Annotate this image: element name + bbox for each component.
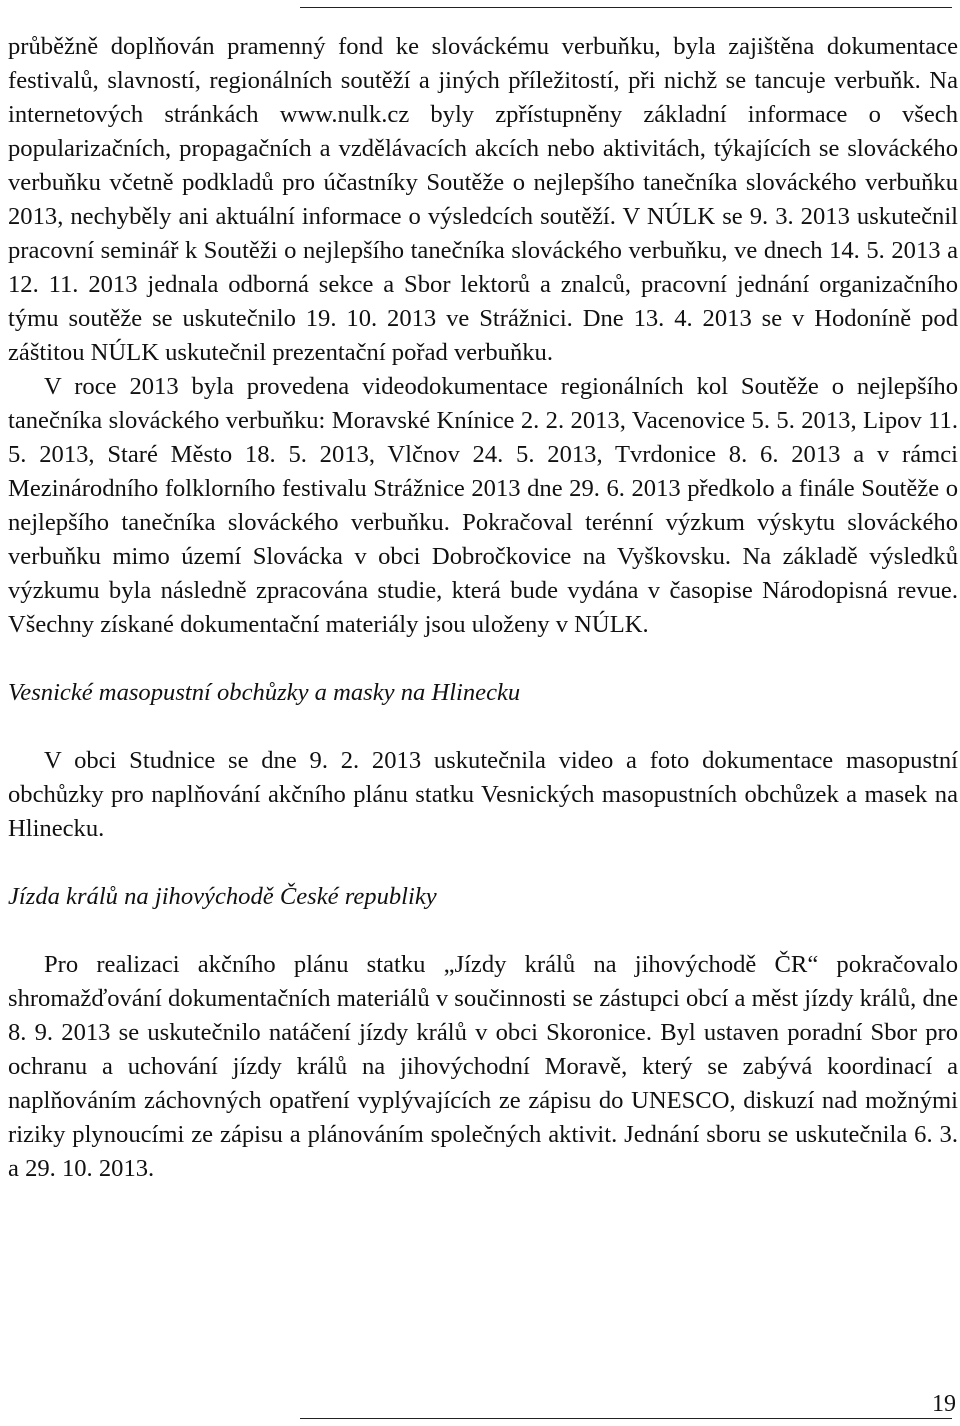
- section-spacer: [8, 846, 958, 880]
- section-spacer: [8, 710, 958, 744]
- paragraph-masopust: V obci Studnice se dne 9. 2. 2013 uskutečnila video a foto dokumentace masopustní obchůzky pro naplňování akčního plánu statku Vesnických masopustních obchůzek a masek na Hlinecku.: [8, 747, 958, 842]
- section-title-masopust: Vesnické masopustní obchůzky a masky na Hlinecku: [8, 679, 521, 706]
- section-title-jizda-kralu: Jízda králů na jihovýchodě České republiky: [8, 883, 437, 910]
- page-number: 19: [932, 1391, 956, 1417]
- header-rule: [300, 7, 952, 8]
- section-spacer: [8, 642, 958, 676]
- paragraph-jizda-kralu: Pro realizaci akčního plánu statku „Jízdy králů na jihovýchodě ČR“ pokračovalo shromažďování dokumentačních materiálů v součinnosti se zástupci obcí a měst jízdy králů, dne 8. 9. 2013 se uskutečnilo natáčení jízdy králů v obci Skoronice. Byl ustaven poradní Sbor pro ochranu a uchování jízdy králů na jihovýchodní Moravě, který se zabývá koordinací a naplňováním záchovných opatření vyplývajících ze zápisu do UNESCO, diskuzí nad možnými riziky plynoucími ze zápisu a plánováním společných aktivit. Jednání sboru se uskutečnila 6. 3. a 29. 10. 2013.: [8, 951, 958, 1182]
- paragraph-video-documentation: V roce 2013 byla provedena videodokumentace regionálních kol Soutěže o nejlepšího tanečníka slováckého verbuňku: Moravské Knínice 2. 2. 2013, Vacenovice 5. 5. 2013, Lipov 11. 5. 2013, Staré Město 18. 5. 2013, Vlčnov 24. 5. 2013, Tvrdonice 8. 6. 2013 a v rámci Mezinárodního folklorního festivalu Strážnice 2013 dne 29. 6. 2013 předkolo a finále Soutěže o nejlepšího tanečníka slováckého verbuňku. Pokračoval terénní výzkum výskytu slováckého verbuňku mimo území Slovácka v obci Dobročkovice na Vyškovsku. Na základě výsledků výzkumu byla následně zpracována studie, která bude vydána v časopise Národopisná revue. Všechny získané dokumentační materiály jsou uloženy v NÚLK.: [8, 373, 958, 638]
- page-content: [8, 30, 958, 1186]
- footer-rule: [300, 1418, 952, 1419]
- section-spacer: [8, 914, 958, 948]
- paragraph-verbunk-documentation: průběžně doplňován pramenný fond ke slováckému verbuňku, byla zajištěna dokumentace festivalů, slavností, regionálních soutěží a jiných příležitostí, při nichž se tancuje verbuňk. Na internetových stránkách www.nulk.cz byly zpřístupněny základní informace o všech popularizačních, propagačních a vzdělávacích akcích nebo aktivitách, týkajících se slováckého verbuňku včetně podkladů pro účastníky Soutěže o nejlepšího tanečníka slováckého verbuňku 2013, nechyběly ani aktuální informace o výsledcích soutěží. V NÚLK se 9. 3. 2013 uskutečnil pracovní seminář k Soutěži o nejlepšího tanečníka slováckého verbuňku, ve dnech 14. 5. 2013 a 12. 11. 2013 jednala odborná sekce a Sbor lektorů a znalců, pracovní jednání organizačního týmu soutěže se uskutečnilo 19. 10. 2013 ve Strážnici. Dne 13. 4. 2013 se v Hodoníně pod záštitou NÚLK uskutečnil prezentační pořad verbuňku.: [8, 33, 958, 366]
